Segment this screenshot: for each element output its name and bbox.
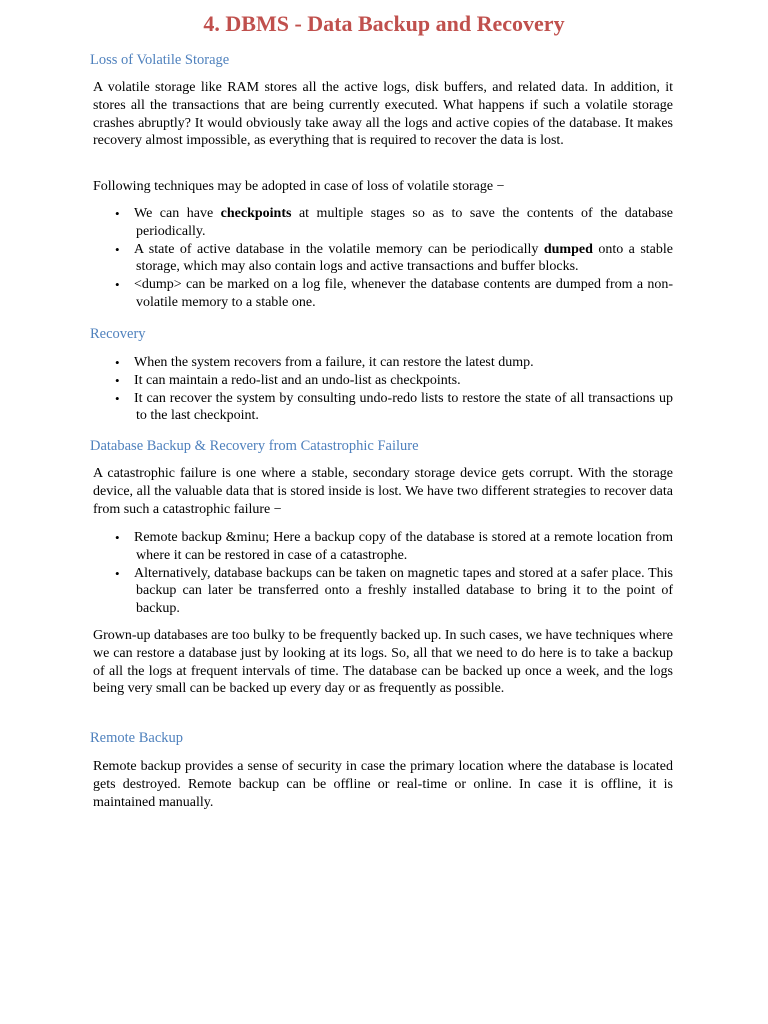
list-item-text: at multiple stages so as to save the contents of the database periodically. <box>136 206 673 239</box>
recovery-list <box>115 354 673 425</box>
bullet-icon: • <box>115 390 120 406</box>
list-item <box>115 372 673 390</box>
list-item-text: It can recover the system by consulting undo-redo lists to restore the state of all transactions up to the last checkpoint. <box>134 390 673 424</box>
bullet-icon: • <box>115 530 120 545</box>
catastrophic-strategies-list <box>115 529 673 618</box>
paragraph-volatile-intro: A volatile storage like RAM stores all the active logs, disk buffers, and related data. In addition, it stores all the transactions that are being currently executed. What happens if such a volatile storage crashes abruptly? It would obviously take away all the logs and active copies of the database. It makes recovery almost impossible, as everything that is required to recover the data is lost. <box>93 80 673 149</box>
paragraph-volatile-techniques: Following techniques may be adopted in case of loss of volatile storage − <box>93 179 505 194</box>
heading-loss-of-volatile-storage: Loss of Volatile Storage <box>90 52 230 68</box>
bullet-icon: • <box>115 372 120 388</box>
list-item <box>115 390 673 426</box>
list-item <box>115 241 673 277</box>
document-title: 4. DBMS - Data Backup and Recovery <box>203 11 565 36</box>
list-item-text: Alternatively, database backups can be taken on magnetic tapes and stored at a safer place. This backup can later be transferred onto a freshly installed database to bring it to the point of backup. <box>134 565 673 617</box>
bullet-icon: • <box>115 565 120 581</box>
bullet-icon: • <box>115 355 120 370</box>
emphasis-dumped: dumped <box>543 241 593 257</box>
list-item-text: We can have <box>134 206 221 221</box>
list-item-text: When the system recovers from a failure, it can restore the latest dump. <box>134 355 534 370</box>
volatile-techniques-list <box>115 205 673 312</box>
heading-catastrophic-failure: Database Backup & Recovery from Catastrophic Failure <box>90 438 419 454</box>
heading-remote-backup: Remote Backup <box>90 730 184 746</box>
paragraph-remote-backup: Remote backup provides a sense of security in case the primary location where the database is located gets destroyed. Remote backup can be offline or real-time or online. In case it is offline, it is maintained manually. <box>93 759 673 810</box>
bullet-icon: • <box>115 277 120 293</box>
list-item-text: <dump> can be marked on a log file, whenever the database contents are dumped from a non-volatile memory to a stable one. <box>134 277 673 310</box>
list-item-text: A state of active database in the volatile memory can be periodically <box>134 241 544 257</box>
list-item-text: Remote backup &minu; Here a backup copy of the database is stored at a remote location from where it can be restored in case of a catastrophe. <box>134 530 673 563</box>
bullet-icon: • <box>115 206 120 221</box>
list-item <box>115 276 673 312</box>
list-item-text: onto a stable storage, which may also contain logs and active transactions and buffer blocks. <box>136 241 673 275</box>
list-item <box>115 354 673 372</box>
bullet-icon: • <box>115 241 120 257</box>
list-item <box>115 205 673 241</box>
paragraph-catastrophic-logs: Grown-up databases are too bulky to be frequently backed up. In such cases, we have techniques where we can restore a database just by looking at its logs. So, all that we need to do here is to take a backup of all the logs at frequent intervals of time. The database can be backed up once a week, and the logs being very small can be backed up every day or as frequently as possible. <box>93 628 674 697</box>
list-item <box>115 565 673 618</box>
emphasis-checkpoints: checkpoints <box>220 206 292 221</box>
list-item-text: It can maintain a redo-list and an undo-list as checkpoints. <box>134 372 461 388</box>
paragraph-catastrophic-intro: A catastrophic failure is one where a stable, secondary storage device gets corrupt. With the storage device, all the valuable data that is stored inside is lost. We have two different strategies to recover data from such a catastrophic failure − <box>93 466 673 517</box>
heading-recovery: Recovery <box>90 326 146 342</box>
list-item <box>115 529 673 565</box>
